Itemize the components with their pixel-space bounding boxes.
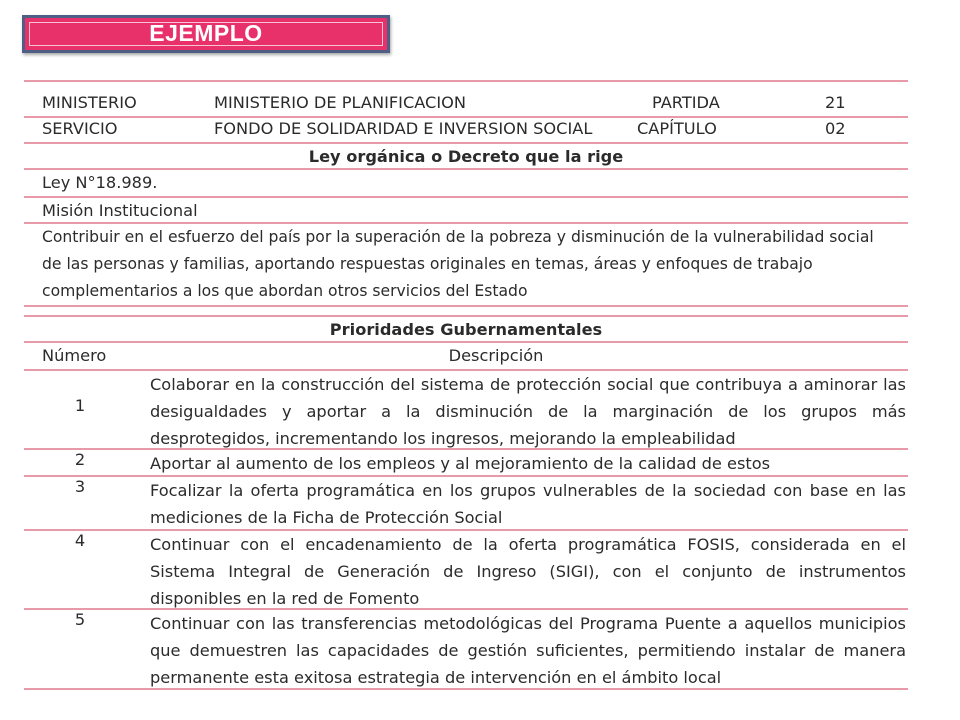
capitulo-label: CAPÍTULO xyxy=(637,119,717,138)
prioridades-heading-text: Prioridades Gubernamentales xyxy=(329,320,603,339)
servicio-row xyxy=(24,118,908,142)
priority-description: Aportar al aumento de los empleos y al mejoramiento de la calidad de estos xyxy=(150,454,771,473)
priority-description: Colaborar en la construcción del sistema de protección social que contribuya a aminorar las desigualdades y aportar a la disminución de la marginación de los grupos más desprotegidos, incrementando los ingresos, mejorando la empleabilidad xyxy=(150,375,906,448)
ley-heading xyxy=(24,144,908,168)
priority-number: 4 xyxy=(74,531,86,550)
prioridades-column-headers xyxy=(24,343,908,369)
ley-value-text: Ley N°18.989. xyxy=(42,173,158,192)
priority-row xyxy=(24,371,908,448)
priority-description: Continuar con el encadenamiento de la oferta programática FOSIS, considerada en el Sistema Integral de Generación de Ingreso (SIGI), con el conjunto de instrumentos disponibles en la red de Fomento xyxy=(150,535,906,608)
budget-form-table xyxy=(24,80,908,690)
divider xyxy=(24,80,908,82)
servicio-label: SERVICIO xyxy=(42,119,118,138)
prioridades-heading xyxy=(24,317,908,341)
priority-row xyxy=(24,610,908,688)
ministerio-label: MINISTERIO xyxy=(42,93,137,112)
priority-row xyxy=(24,531,908,608)
partida-label: PARTIDA xyxy=(652,93,720,112)
ley-value xyxy=(24,170,908,196)
priority-number: 3 xyxy=(74,477,86,496)
priority-number: 5 xyxy=(74,610,86,629)
priority-number: 2 xyxy=(74,450,86,469)
mision-text: Contribuir en el esfuerzo del país por la superación de la pobreza y disminución de la vulnerabilidad social de las personas y familias, aportando respuestas originales en temas, áreas y enfoques de trabajo complementarios a los que abordan otros servicios del Estado xyxy=(42,228,874,300)
column-header-descripcion: Descripción xyxy=(448,346,544,365)
partida-value: 21 xyxy=(825,93,846,112)
ministerio-value: MINISTERIO DE PLANIFICACION xyxy=(214,93,466,112)
servicio-value: FONDO DE SOLIDARIDAD E INVERSION SOCIAL xyxy=(214,119,593,138)
ejemplo-banner xyxy=(22,15,390,53)
capitulo-value: 02 xyxy=(825,119,846,138)
mision-heading-text: Misión Institucional xyxy=(42,201,198,220)
mision-heading xyxy=(24,198,908,222)
priority-row xyxy=(24,477,908,529)
priority-number: 1 xyxy=(74,396,86,415)
priority-description: Focalizar la oferta programática en los grupos vulnerables de la sociedad con base en las mediciones de la Ficha de Protección Social xyxy=(150,481,906,527)
ministerio-row xyxy=(24,90,908,116)
banner-label: EJEMPLO xyxy=(149,20,263,46)
column-header-numero: Número xyxy=(42,346,107,365)
ley-heading-text: Ley orgánica o Decreto que la rige xyxy=(308,147,624,166)
priority-row xyxy=(24,450,908,475)
priority-description: Continuar con las transferencias metodológicas del Programa Puente a aquellos municipios que demuestren las capacidades de gestión suficientes, permitiendo instalar de manera permanente esta exitosa estrategia de intervención en el ámbito local xyxy=(150,614,906,687)
